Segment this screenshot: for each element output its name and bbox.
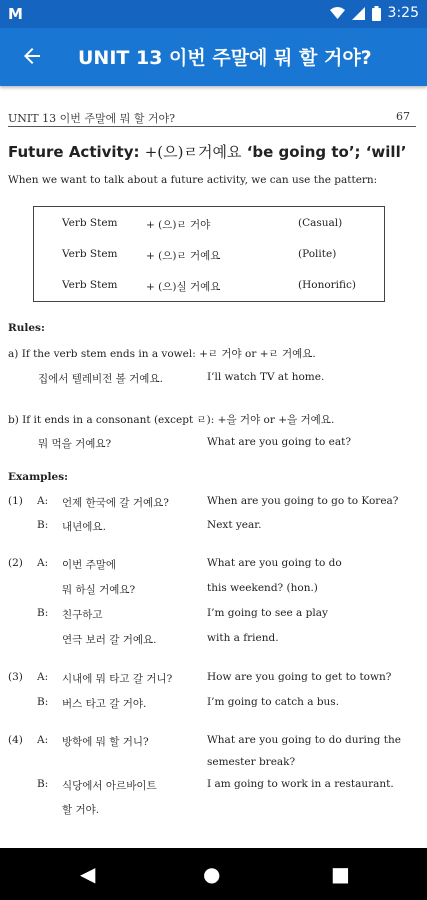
example-en: this weekend? (hon.) bbox=[207, 582, 318, 594]
table-register: (Casual) bbox=[298, 217, 343, 229]
example-speaker: A: bbox=[37, 495, 49, 507]
example-en: What are you going to do during the bbox=[207, 734, 401, 746]
table-pattern: + (으)실 거예요 bbox=[146, 281, 221, 293]
battery-icon bbox=[372, 6, 381, 21]
example-en: with a friend. bbox=[207, 632, 279, 644]
running-header: UNIT 13 이번 주말에 뭐 할 거야? bbox=[8, 112, 176, 125]
example-speaker: B: bbox=[37, 607, 49, 619]
system-nav-bar bbox=[0, 848, 427, 900]
status-bar bbox=[0, 0, 427, 28]
rule-a-example-en: I’ll watch TV at home. bbox=[207, 371, 325, 383]
example-en: I am going to work in a restaurant. bbox=[207, 778, 394, 790]
rule-b-example-en: What are you going to eat? bbox=[207, 436, 351, 448]
example-speaker: B: bbox=[37, 778, 49, 790]
rules-label: Rules: bbox=[8, 322, 45, 334]
nav-back-icon[interactable]: ◀ bbox=[80, 862, 96, 886]
heading-en: Future Activity: bbox=[8, 143, 145, 161]
example-number: (4) bbox=[8, 734, 23, 746]
example-kr: 연극 보러 갈 거예요. bbox=[62, 634, 157, 646]
example-kr: 시내에 뭐 타고 갈 거니? bbox=[62, 673, 173, 685]
example-kr: 버스 타고 갈 거야. bbox=[62, 698, 147, 710]
nav-home-icon[interactable]: ● bbox=[203, 862, 221, 886]
example-kr: 할 거야. bbox=[62, 804, 100, 816]
example-kr: 친구하고 bbox=[62, 609, 103, 621]
example-number: (1) bbox=[8, 495, 23, 507]
table-pattern: + (으)ㄹ 거예요 bbox=[146, 250, 221, 262]
table-stem: Verb Stem bbox=[62, 217, 118, 229]
wifi-icon bbox=[330, 7, 345, 20]
table-pattern: + (으)ㄹ 거야 bbox=[146, 219, 211, 231]
table-register: (Honorific) bbox=[298, 279, 357, 291]
rule-a-example-kr: 집에서 텔레비전 볼 거예요. bbox=[38, 373, 163, 385]
example-en: How are you going to get to town? bbox=[207, 671, 392, 683]
rule-b: b) If it ends in a consonant (except ㄹ): +을 거야 or +을 거예요. bbox=[8, 414, 335, 426]
example-speaker: B: bbox=[37, 519, 49, 531]
example-number: (2) bbox=[8, 557, 23, 569]
example-en: When are you going to go to Korea? bbox=[207, 495, 399, 507]
status-time: 3:25 bbox=[387, 5, 419, 21]
example-en: What are you going to do bbox=[207, 557, 342, 569]
section-heading bbox=[8, 141, 406, 162]
nav-recents-icon[interactable]: ■ bbox=[331, 862, 350, 886]
signal-icon bbox=[352, 7, 365, 20]
example-speaker: A: bbox=[37, 671, 49, 683]
example-kr: 뭐 하실 거예요? bbox=[62, 584, 136, 596]
gmail-icon: M bbox=[8, 5, 23, 23]
example-en: I’m going to see a play bbox=[207, 607, 328, 619]
example-kr: 식당에서 아르바이트 bbox=[62, 780, 157, 792]
page-title: UNIT 13 이번 주말에 뭐 할 거야? bbox=[78, 47, 372, 69]
back-arrow-icon[interactable] bbox=[16, 40, 48, 72]
rule-a: a) If the verb stem ends in a vowel: +ㄹ 거야 or +ㄹ 거예요. bbox=[8, 348, 316, 360]
example-number: (3) bbox=[8, 671, 23, 683]
example-kr: 내년에요. bbox=[62, 521, 106, 533]
heading-kr: +(으)ㄹ거예요 bbox=[144, 143, 242, 161]
example-en: I’m going to catch a bus. bbox=[207, 696, 340, 708]
table-stem: Verb Stem bbox=[62, 279, 118, 291]
textbook-page[interactable] bbox=[0, 86, 427, 848]
example-en: semester break? bbox=[207, 756, 296, 768]
page-number: 67 bbox=[396, 110, 410, 123]
example-speaker: A: bbox=[37, 557, 49, 569]
example-speaker: A: bbox=[37, 734, 49, 746]
table-stem: Verb Stem bbox=[62, 248, 118, 260]
heading-en2: ‘be going to’; ‘will’ bbox=[241, 143, 407, 161]
example-en: Next year. bbox=[207, 519, 262, 531]
pattern-table bbox=[33, 206, 385, 302]
intro-text: When we want to talk about a future activity, we can use the pattern: bbox=[8, 174, 378, 186]
app-bar bbox=[0, 28, 427, 86]
example-speaker: B: bbox=[37, 696, 49, 708]
example-kr: 방학에 뭐 할 거니? bbox=[62, 736, 149, 748]
example-kr: 이번 주말에 bbox=[62, 559, 117, 571]
table-register: (Polite) bbox=[298, 248, 337, 260]
header-divider bbox=[8, 126, 416, 127]
rule-b-example-kr: 뭐 먹을 거예요? bbox=[38, 438, 112, 450]
examples-label: Examples: bbox=[8, 471, 68, 483]
example-kr: 언제 한국에 갈 거예요? bbox=[62, 497, 169, 509]
